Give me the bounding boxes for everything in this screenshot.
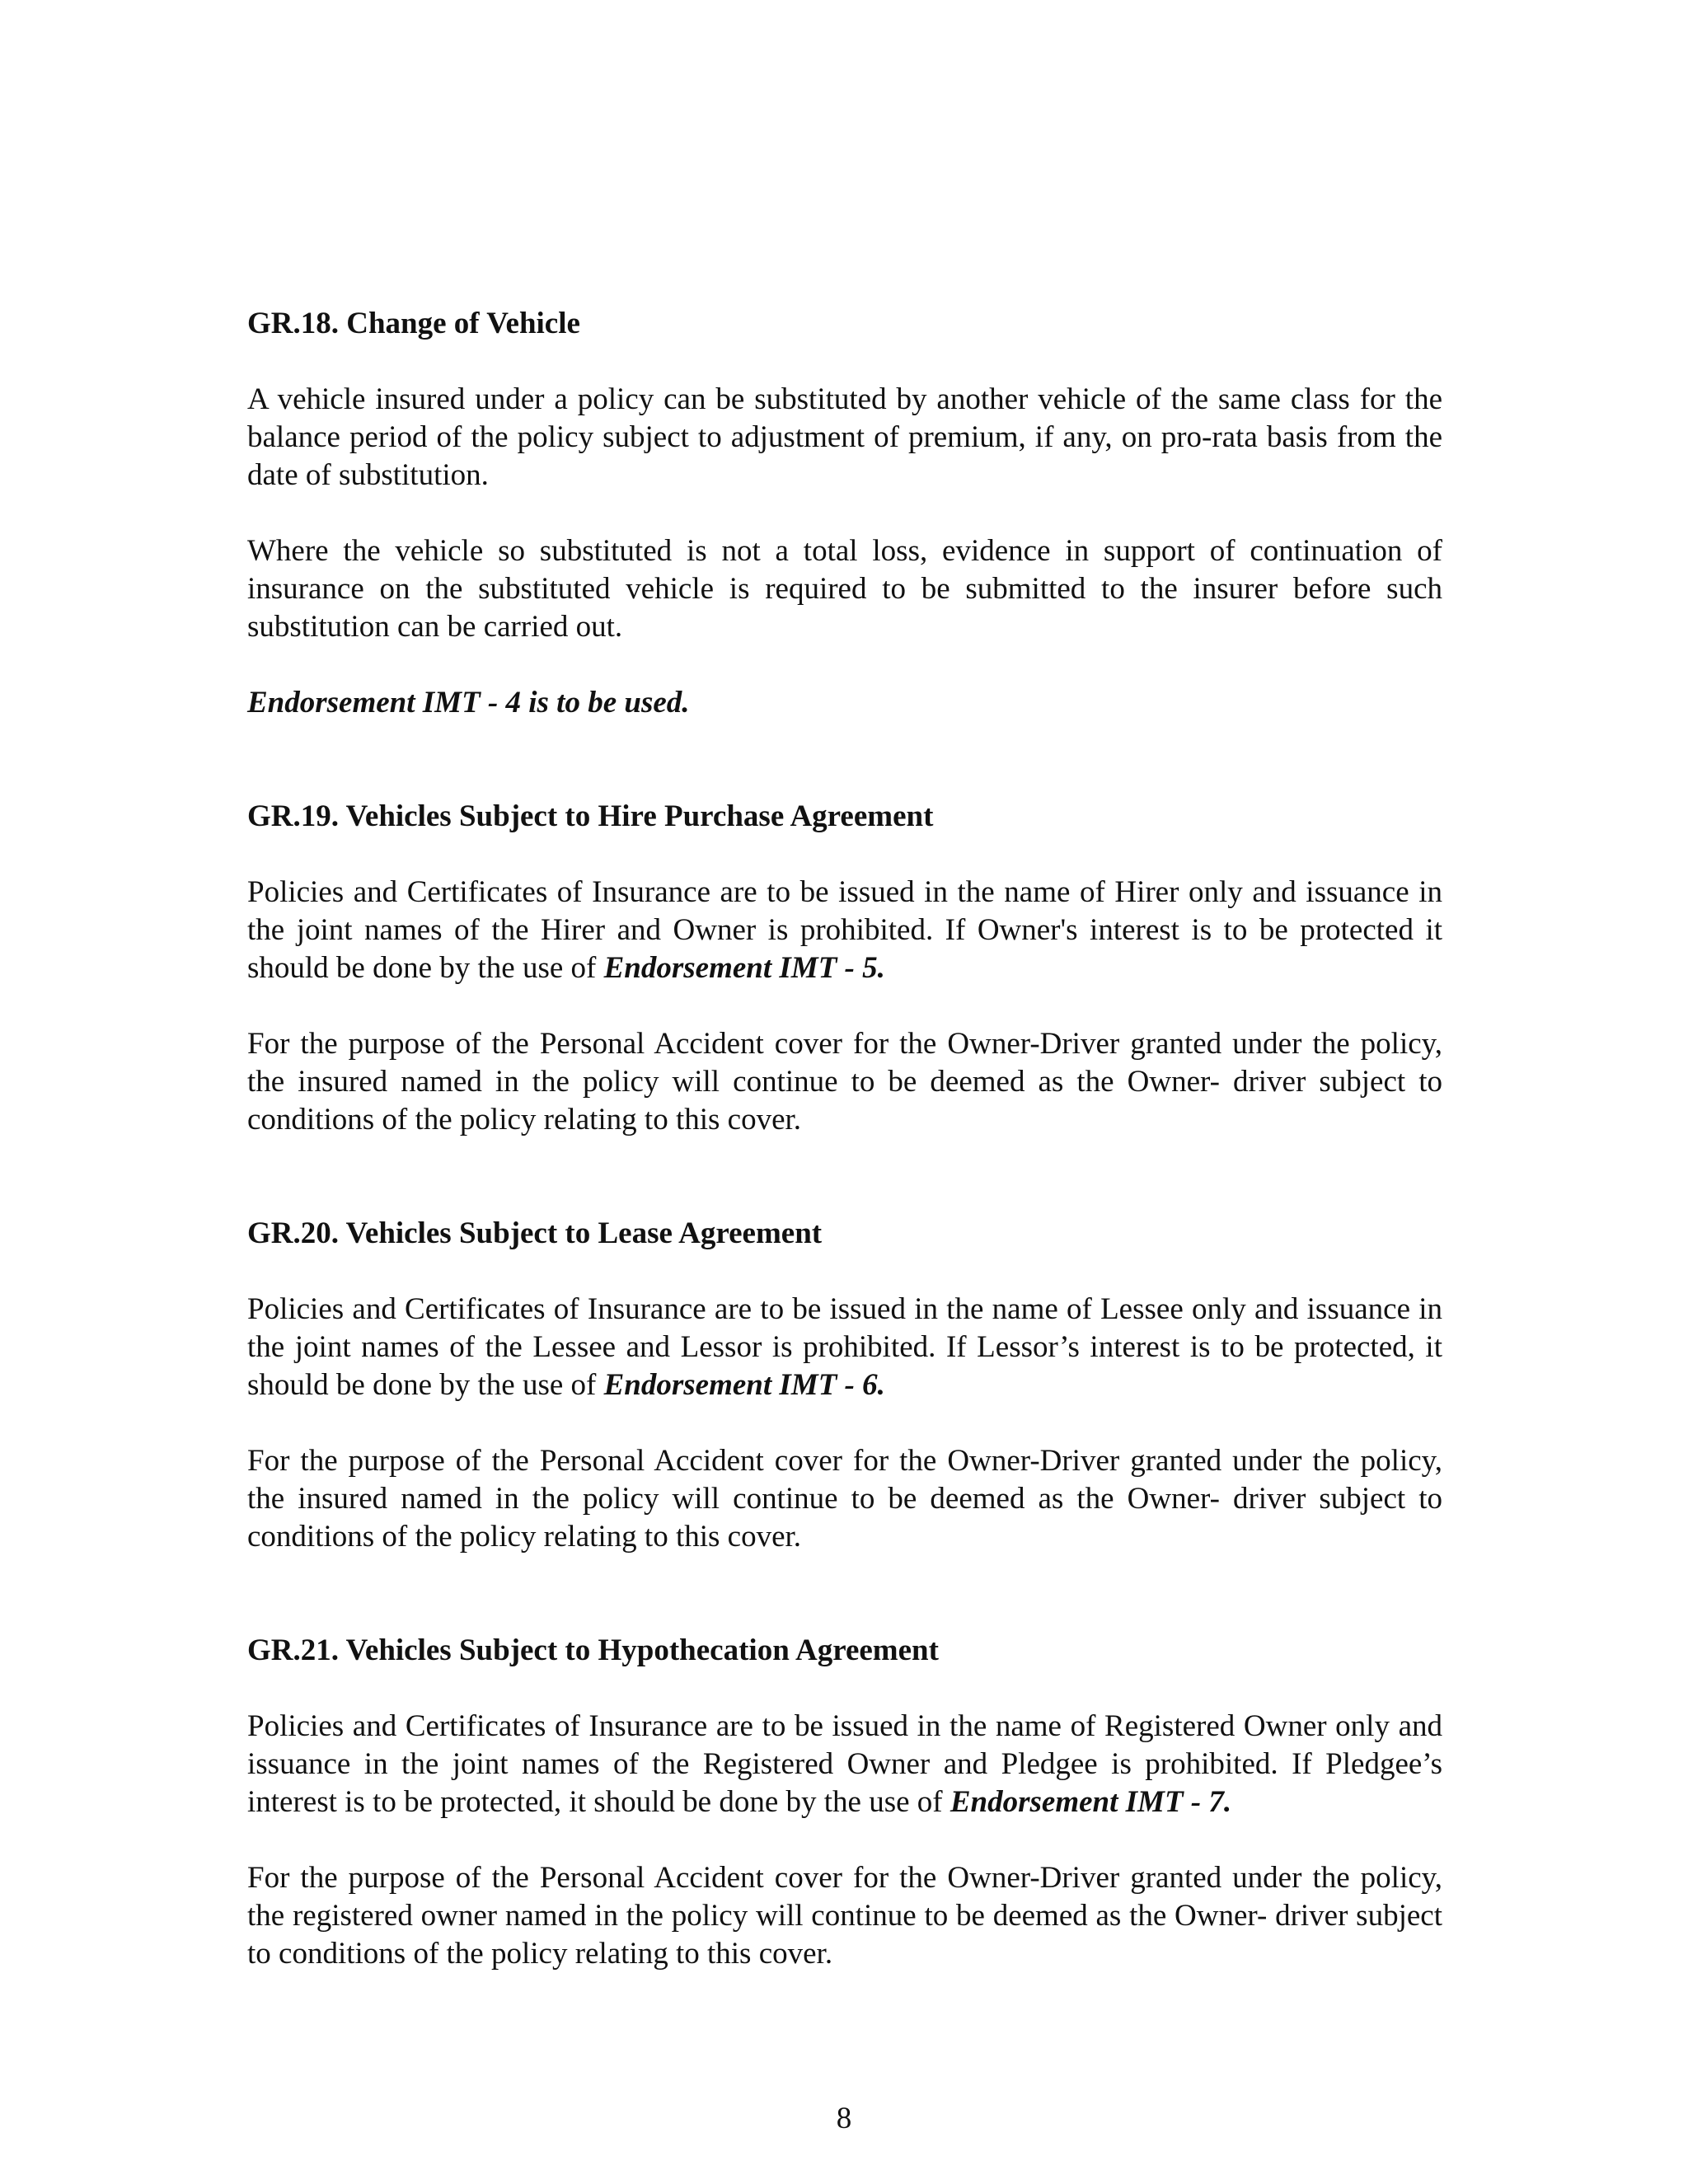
endorsement-reference: Endorsement IMT - 5. [603, 951, 885, 985]
page-number: 8 [836, 2102, 852, 2135]
paragraph: For the purpose of the Personal Accident cover for the Owner-Driver granted under the policy, the insured named in the policy will continue to be deemed as the Owner- driver subject to conditions of the policy relating to this cover. [247, 1444, 1442, 1554]
paragraph-text: Policies and Certificates of Insurance are to be issued in the name of Hirer only and issuance in the joint names of the Hirer and Owner is prohibited. If Owner's interest is to be protected it should be done by the use of [247, 875, 1442, 985]
paragraph: For the purpose of the Personal Accident cover for the Owner-Driver granted under the policy, the registered owner named in the policy will continue to be deemed as the Owner- driver subject to conditions of the policy relating to this cover. [247, 1861, 1442, 1971]
section-gr20 [247, 1215, 1442, 1556]
document-body [247, 305, 1442, 1973]
paragraph-text: Policies and Certificates of Insurance are to be issued in the name of Registered Owner only and issuance in the joint names of the Registered Owner and Pledgee is prohibited. If Pledgee’s interest is to be protected, it should be done by the use of [247, 1709, 1442, 1819]
paragraph: A vehicle insured under a policy can be substituted by another vehicle of the same class for the balance period of the policy subject to adjustment of premium, if any, on pro-rata basis from the date of substitution. [247, 382, 1442, 492]
section-gr18 [247, 305, 1442, 722]
section-heading: GR.20. Vehicles Subject to Lease Agreement [247, 1216, 823, 1250]
section-gr19 [247, 798, 1442, 1139]
paragraph-text: Policies and Certificates of Insurance are to be issued in the name of Lessee only and issuance in the joint names of the Lessee and Lessor is prohibited. If Lessor’s interest is to be protected, it should be done by the use of [247, 1292, 1442, 1402]
paragraph [247, 1708, 1442, 1821]
paragraph: For the purpose of the Personal Accident cover for the Owner-Driver granted under the policy, the insured named in the policy will continue to be deemed as the Owner- driver subject to conditions of the policy relating to this cover. [247, 1027, 1442, 1137]
endorsement-note: Endorsement IMT - 4 is to be used. [247, 686, 690, 719]
section-gr21 [247, 1632, 1442, 1973]
paragraph [247, 1291, 1442, 1404]
section-heading: GR.21. Vehicles Subject to Hypothecation Agreement [247, 1633, 939, 1667]
endorsement-reference: Endorsement IMT - 6. [603, 1368, 885, 1402]
endorsement-reference: Endorsement IMT - 7. [950, 1785, 1232, 1819]
section-heading: GR.18. Change of Vehicle [247, 307, 580, 340]
paragraph [247, 874, 1442, 987]
paragraph: Where the vehicle so substituted is not a total loss, evidence in support of continuation of insurance on the substituted vehicle is required to be submitted to the insurer before such substitution can be carried out. [247, 534, 1442, 644]
section-heading: GR.19. Vehicles Subject to Hire Purchase Agreement [247, 799, 934, 833]
